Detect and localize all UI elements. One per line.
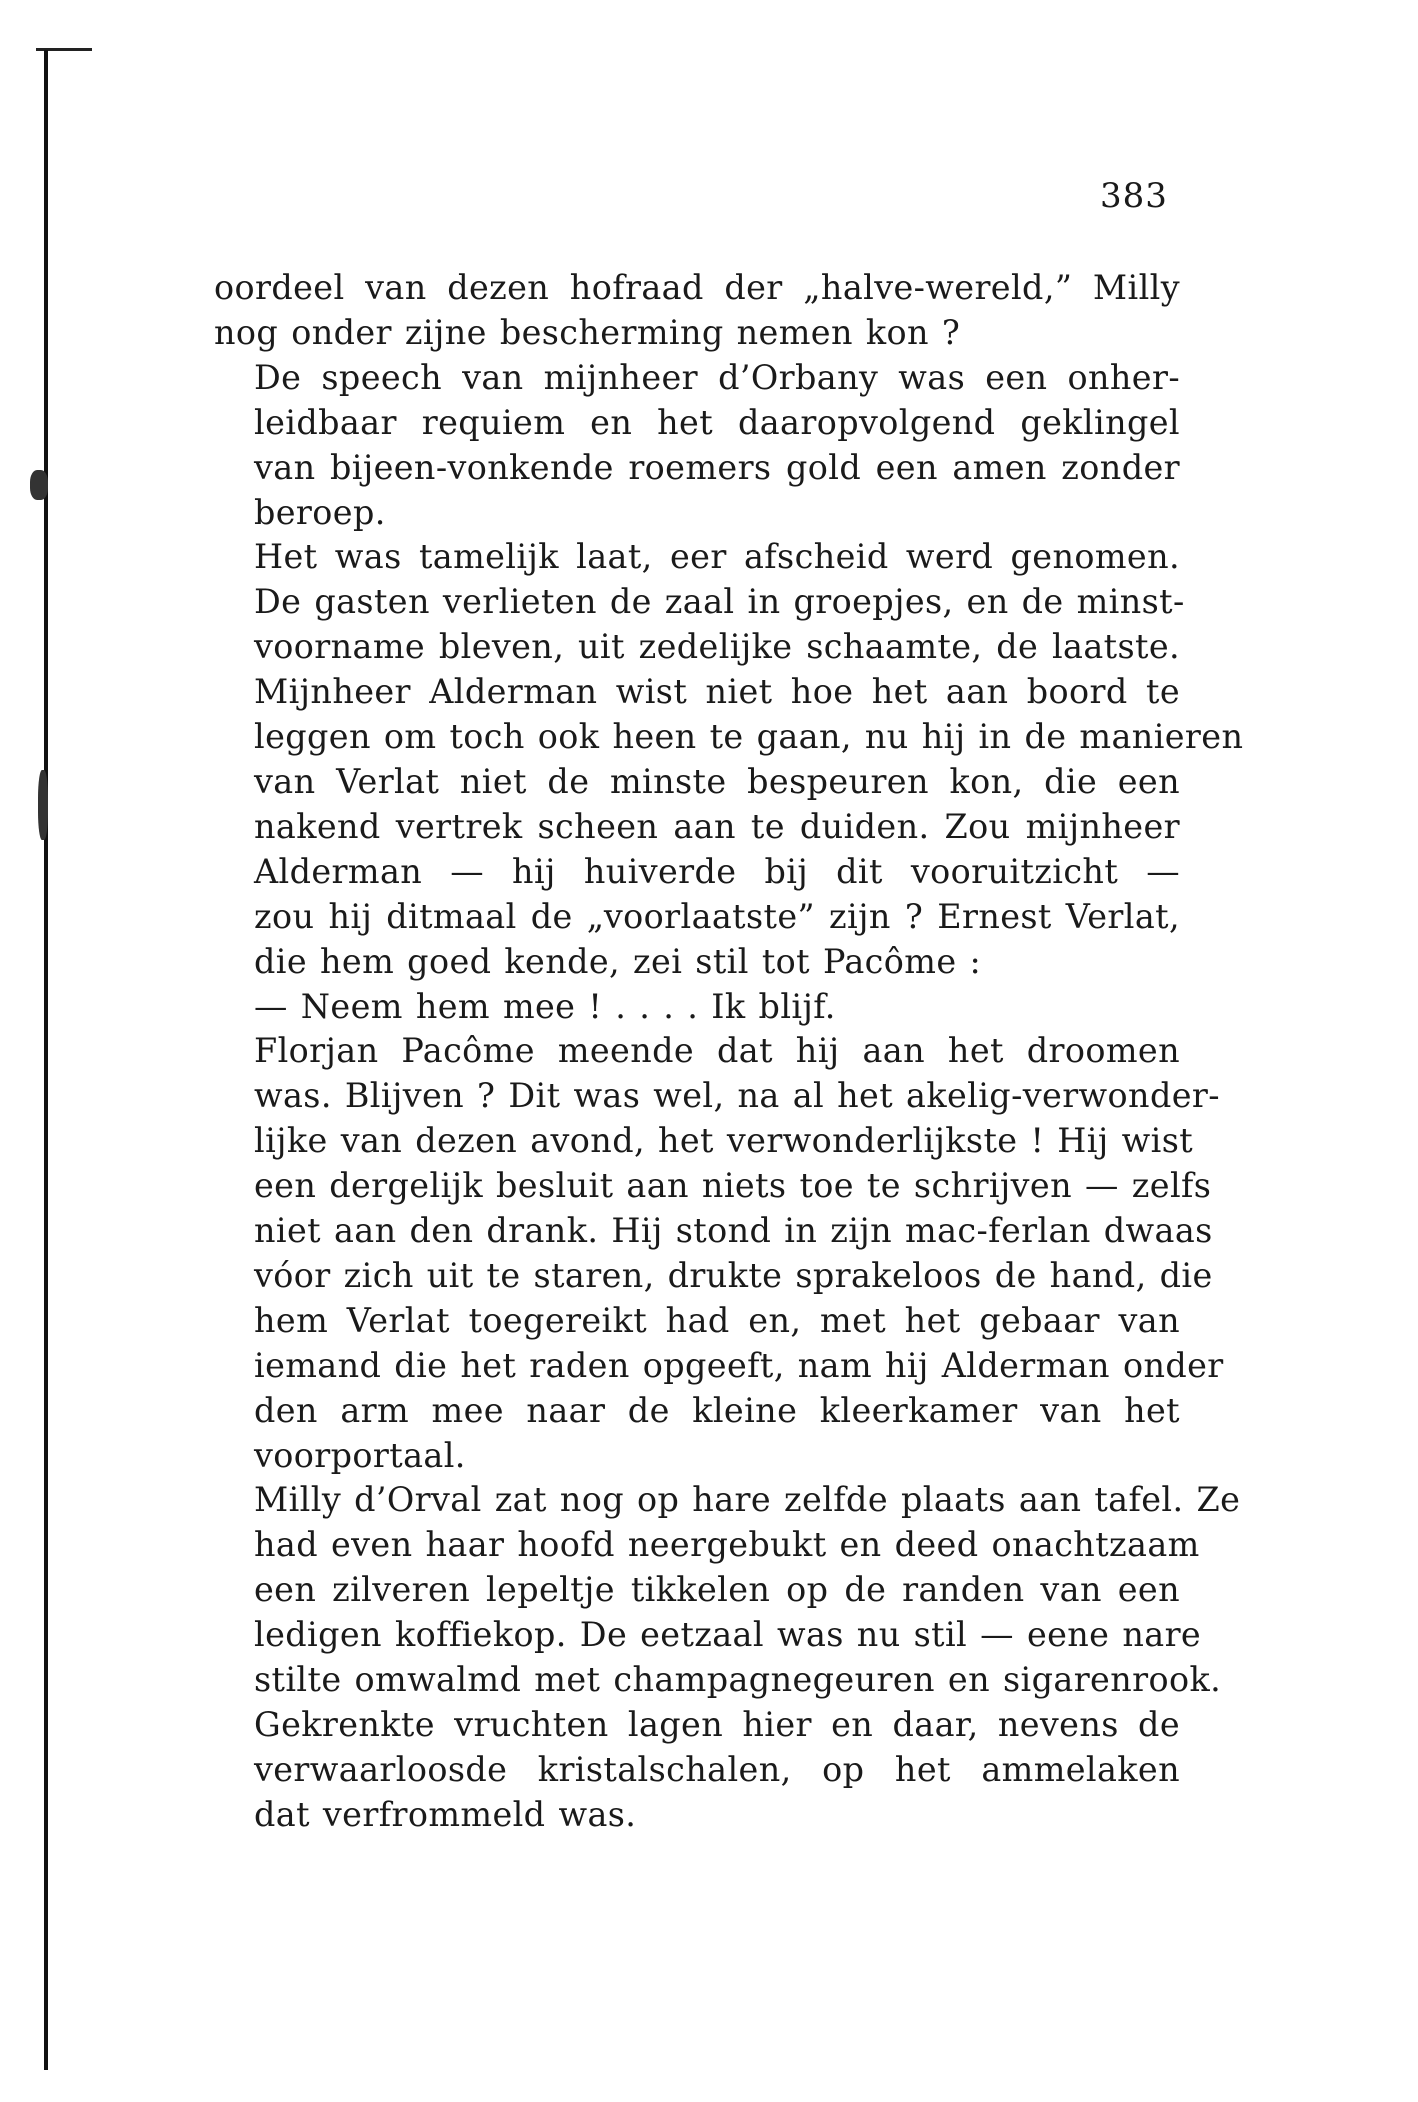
text-line: van Verlat niet de minste bespeuren kon, die een: [254, 761, 1180, 801]
text-line: voorname bleven, uit zedelijke schaamte, de laatste.: [254, 627, 1180, 667]
paragraph: [214, 1029, 1224, 1478]
text-line: die hem goed kende, zei stil tot Pacôme :: [254, 941, 982, 981]
paragraph: [214, 266, 1180, 356]
text-line: een zilveren lepeltje tikkelen op de randen van een: [254, 1570, 1180, 1610]
text-line: — Neem hem mee ! . . . . Ik blijf.: [254, 986, 836, 1026]
text-line: nog onder zijne bescherming nemen kon ?: [214, 312, 961, 352]
text-line: De speech van mijnheer d’Orbany was een onher-: [254, 357, 1180, 397]
text-line: Mijnheer Alderman wist niet hoe het aan boord te: [254, 672, 1180, 712]
text-line: Milly d’Orval zat nog op hare zelfde plaats aan tafel. Ze: [254, 1480, 1241, 1520]
text-line: was. Blijven ? Dit was wel, na al het akelig-verwonder-: [254, 1076, 1220, 1116]
binding-mark: [38, 770, 48, 840]
text-line: zou hij ditmaal de „voorlaatste” zijn ? Ernest Verlat,: [254, 896, 1180, 936]
text-line: oordeel van dezen hofraad der „halve-wereld,” Milly: [214, 268, 1180, 307]
text-line: van bijeen-vonkende roemers gold een amen zonder: [254, 447, 1180, 487]
text-line: De gasten verlieten de zaal in groepjes, en de minst-: [254, 582, 1185, 622]
text-line: den arm mee naar de kleine kleerkamer van het: [254, 1390, 1180, 1430]
text-line: een dergelijk besluit aan niets toe te schrijven — zelfs: [254, 1166, 1212, 1206]
text-line: hem Verlat toegereikt had en, met het gebaar van: [254, 1300, 1180, 1340]
body-text: [214, 266, 1244, 1838]
paragraph: [214, 1478, 1241, 1837]
text-line: leggen om toch ook heen te gaan, nu hij in de manieren: [254, 717, 1244, 757]
text-line: had even haar hoofd neergebukt en deed onachtzaam: [254, 1525, 1200, 1565]
text-line: Florjan Pacôme meende dat hij aan het droomen: [254, 1031, 1180, 1071]
paragraph: [214, 356, 1180, 536]
text-line: Alderman — hij huiverde bij dit vooruitzicht —: [254, 851, 1180, 891]
text-line: lijke van dezen avond, het verwonderlijkste ! Hij wist: [254, 1121, 1194, 1161]
text-line: Het was tamelijk laat, eer afscheid werd genomen.: [254, 537, 1180, 577]
paragraph: [214, 535, 1244, 984]
text-line: iemand die het raden opgeeft, nam hij Alderman onder: [254, 1345, 1224, 1385]
text-line: niet aan den drank. Hij stond in zijn mac-ferlan dwaas: [254, 1211, 1213, 1251]
text-line: leidbaar requiem en het daaropvolgend geklingel: [254, 402, 1180, 442]
paragraph: [214, 985, 1180, 1030]
text-line: dat verfrommeld was.: [254, 1794, 637, 1834]
text-line: verwaarloosde kristalschalen, op het ammelaken: [254, 1749, 1180, 1789]
text-line: beroep.: [254, 492, 386, 532]
binding-edge: [44, 50, 48, 2070]
text-line: nakend vertrek scheen aan te duiden. Zou mijnheer: [254, 806, 1180, 846]
text-line: ledigen koffiekop. De eetzaal was nu stil — eene nare: [254, 1615, 1202, 1655]
text-line: stilte omwalmd met champagnegeuren en sigarenrook.: [254, 1660, 1222, 1700]
page-number: 383: [1100, 176, 1168, 216]
binding-mark: [30, 470, 48, 500]
text-line: Gekrenkte vruchten lagen hier en daar, nevens de: [254, 1705, 1180, 1744]
text-line: voorportaal.: [254, 1435, 466, 1475]
text-line: vóor zich uit te staren, drukte sprakeloos de hand, die: [254, 1255, 1213, 1295]
